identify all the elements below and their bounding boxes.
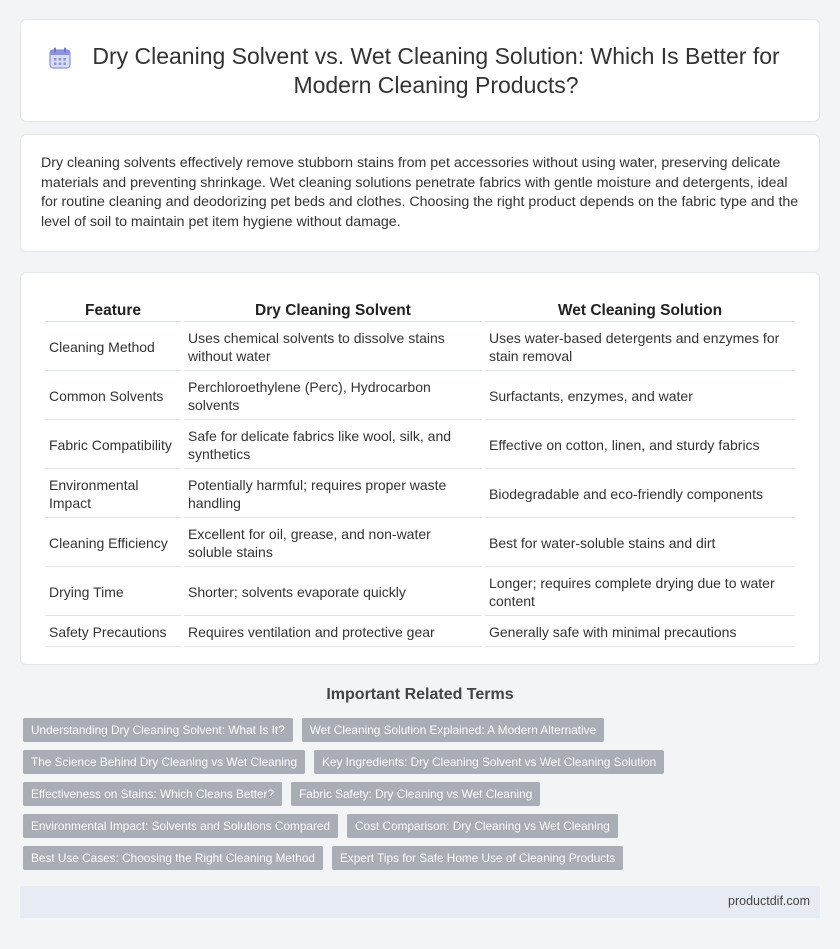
title-card	[20, 19, 820, 122]
wet-cell: Generally safe with minimal precautions	[485, 616, 795, 647]
related-terms-list	[23, 718, 823, 878]
tag-row	[23, 750, 823, 774]
wet-cell: Best for water-soluble stains and dirt	[485, 518, 795, 567]
tag-row	[23, 718, 823, 742]
dry-cell: Safe for delicate fabrics like wool, silk, and synthetics	[184, 420, 482, 469]
related-term-link[interactable]: Effectiveness on Stains: Which Cleans Better?	[23, 782, 282, 806]
feature-cell: Cleaning Method	[45, 322, 181, 371]
related-term-link[interactable]: Cost Comparison: Dry Cleaning vs Wet Cleaning	[347, 814, 618, 838]
related-term-link[interactable]: Key Ingredients: Dry Cleaning Solvent vs Wet Cleaning Solution	[314, 750, 664, 774]
table-row	[45, 322, 795, 371]
wet-cell: Surfactants, enzymes, and water	[485, 371, 795, 420]
footer-site-name: productdif.com	[728, 894, 810, 908]
related-term-link[interactable]: Wet Cleaning Solution Explained: A Modern Alternative	[302, 718, 604, 742]
related-term-link[interactable]: Best Use Cases: Choosing the Right Cleaning Method	[23, 846, 323, 870]
related-terms-title: Important Related Terms	[326, 686, 514, 703]
dry-cell: Excellent for oil, grease, and non-water soluble stains	[184, 518, 482, 567]
feature-cell: Fabric Compatibility	[45, 420, 181, 469]
table-row	[45, 469, 795, 518]
table-row	[45, 371, 795, 420]
wet-cell: Effective on cotton, linen, and sturdy fabrics	[485, 420, 795, 469]
comparison-card	[20, 272, 820, 665]
feature-cell: Common Solvents	[45, 371, 181, 420]
dry-cell: Perchloroethylene (Perc), Hydrocarbon solvents	[184, 371, 482, 420]
table-row	[45, 518, 795, 567]
feature-cell: Safety Precautions	[45, 616, 181, 647]
header-dry-cleaning: Dry Cleaning Solvent	[184, 296, 482, 322]
related-term-link[interactable]: Fabric Safety: Dry Cleaning vs Wet Cleaning	[291, 782, 540, 806]
table-row	[45, 616, 795, 647]
tag-row	[23, 814, 823, 838]
header-feature: Feature	[45, 296, 181, 322]
wet-cell: Longer; requires complete drying due to water content	[485, 567, 795, 616]
related-term-link[interactable]: Environmental Impact: Solvents and Solutions Compared	[23, 814, 338, 838]
comparison-table	[42, 296, 798, 647]
footer	[20, 886, 820, 918]
tag-row	[23, 782, 823, 806]
table-header-row	[45, 296, 795, 322]
intro-card	[20, 134, 820, 252]
related-term-link[interactable]: Understanding Dry Cleaning Solvent: What Is It?	[23, 718, 293, 742]
wet-cell: Biodegradable and eco-friendly components	[485, 469, 795, 518]
intro-paragraph: Dry cleaning solvents effectively remove stubborn stains from pet accessories without using water, preserving delicate materials and preventing shrinkage. Wet cleaning solutions penetrate fabrics with gentle moisture and detergents, ideal for routine cleaning and deodorizing pet beds and clothes. Choosing the right product depends on the fabric type and the level of soil to maintain pet item hygiene without damage.	[41, 155, 799, 230]
feature-cell: Cleaning Efficiency	[45, 518, 181, 567]
related-term-link[interactable]: Expert Tips for Safe Home Use of Cleaning Products	[332, 846, 623, 870]
header-wet-cleaning: Wet Cleaning Solution	[485, 296, 795, 322]
dry-cell: Potentially harmful; requires proper waste handling	[184, 469, 482, 518]
wet-cell: Uses water-based detergents and enzymes for stain removal	[485, 322, 795, 371]
related-term-link[interactable]: The Science Behind Dry Cleaning vs Wet Cleaning	[23, 750, 305, 774]
dry-cell: Requires ventilation and protective gear	[184, 616, 482, 647]
table-row	[45, 420, 795, 469]
page-title: Dry Cleaning Solvent vs. Wet Cleaning Solution: Which Is Better for Modern Cleaning Products?	[92, 43, 780, 98]
table-row	[45, 567, 795, 616]
feature-cell: Environmental Impact	[45, 469, 181, 518]
dry-cell: Uses chemical solvents to dissolve stains without water	[184, 322, 482, 371]
tag-row	[23, 846, 823, 870]
feature-cell: Drying Time	[45, 567, 181, 616]
dry-cell: Shorter; solvents evaporate quickly	[184, 567, 482, 616]
